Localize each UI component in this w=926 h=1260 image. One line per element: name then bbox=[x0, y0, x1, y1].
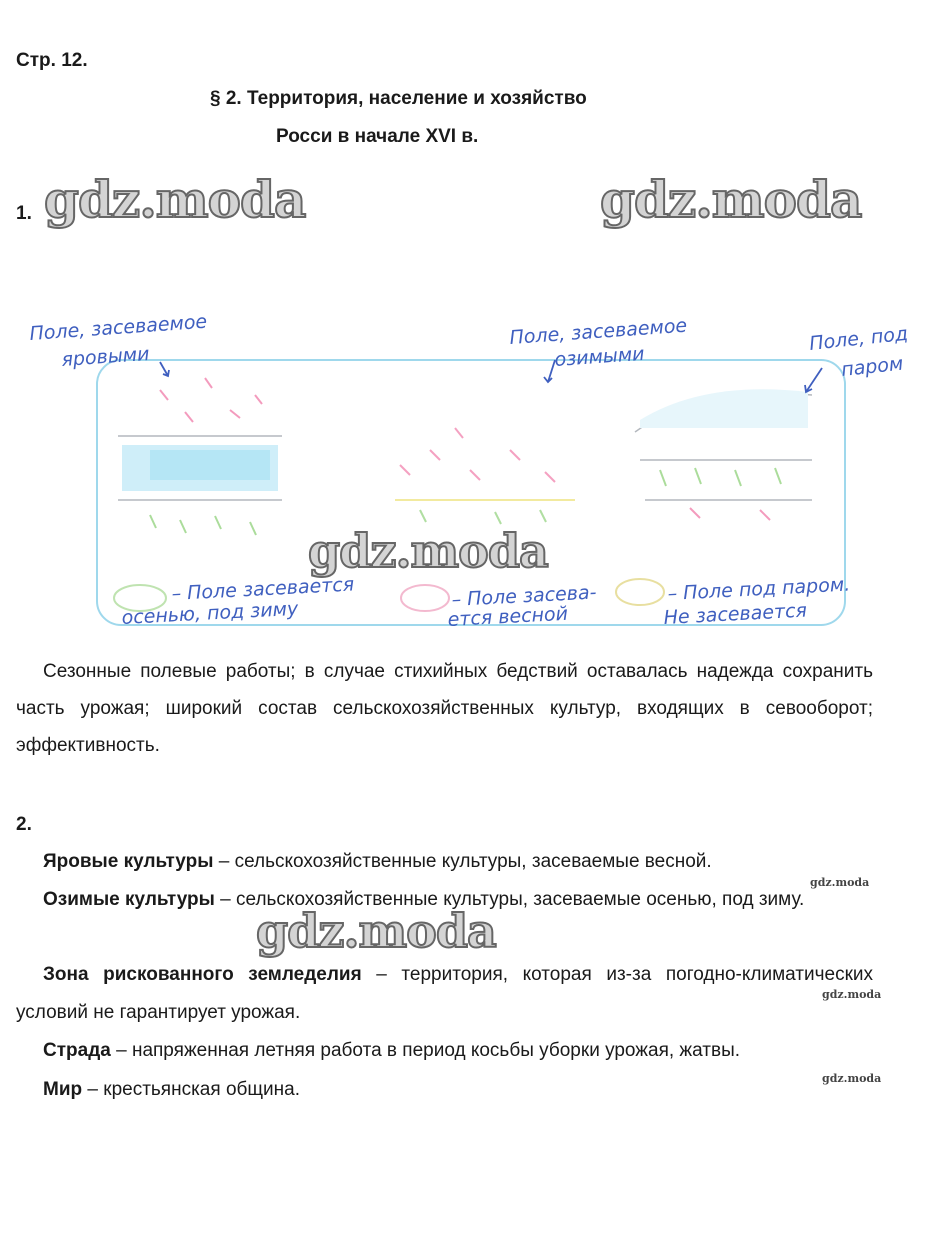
definition-risky-farming-zone: Зона рискованного земледелия – территория, которая из-за погодно-климатических условий не гарантирует урожая. bbox=[16, 964, 874, 1023]
definition-winter-crops: Озимые культуры – сельскохозяйственные культуры, засеваемые осенью, под зиму. bbox=[43, 889, 805, 910]
watermark: gdz.moda bbox=[810, 876, 870, 889]
definition-spring-crops: Яровые культуры – сельскохозяйственные культуры, засеваемые весной. bbox=[43, 851, 712, 872]
legend-text-2-line1: – Поле засева- bbox=[451, 581, 597, 611]
field-winter bbox=[395, 428, 575, 524]
section-title-line1: § 2. Территория, население и хозяйство bbox=[210, 88, 587, 109]
task-2-number: 2. bbox=[16, 814, 32, 835]
legend-text-1-line1: – Поле засевается bbox=[171, 573, 355, 605]
field-fallow bbox=[635, 389, 812, 520]
definition-strada: Страда – напряженная летняя работа в период косьбы уборки урожая, жатвы. bbox=[43, 1040, 741, 1061]
watermark: gdz.moda bbox=[822, 1072, 882, 1085]
page-number: Стр. 12. bbox=[16, 50, 88, 71]
watermark: gdz.moda bbox=[308, 524, 548, 578]
label-spring-field-line2: яровыми bbox=[60, 342, 151, 371]
label-winter-field-line2: озимыми bbox=[553, 342, 646, 371]
legend-mark-3 bbox=[616, 579, 664, 605]
task-1-answer: Сезонные полевые работы; в случае стихийных бедствий оставалась надежда сохранить часть урожая; широкий состав сельскохозяйственных культур, входящих в севооборот; эффективность. bbox=[16, 661, 873, 756]
field-spring bbox=[118, 378, 282, 535]
task-1-number: 1. bbox=[16, 203, 32, 224]
label-fallow-field-line1: Поле, под bbox=[808, 322, 909, 355]
legend-text-3-line1: – Поле под паром. bbox=[667, 573, 851, 605]
label-winter-field-line1: Поле, засеваемое bbox=[508, 314, 688, 349]
watermark: gdz.moda bbox=[822, 988, 882, 1001]
legend-text-1-line2: осенью, под зиму bbox=[121, 597, 299, 629]
label-fallow-field-line2: паром bbox=[840, 352, 905, 381]
section-title-line2: Росси в начале XVI в. bbox=[276, 126, 479, 147]
definition-mir: Мир – крестьянская община. bbox=[43, 1079, 300, 1100]
label-spring-field-line1: Поле, засеваемое bbox=[28, 310, 208, 345]
watermark: gdz.moda bbox=[256, 904, 496, 958]
legend-text-2-line2: ется весной bbox=[447, 602, 569, 631]
legend-mark-2 bbox=[401, 585, 449, 611]
legend-text-3-line2: Не засевается bbox=[663, 599, 808, 629]
crop-rotation-diagram bbox=[0, 300, 926, 645]
watermark: gdz.moda bbox=[600, 170, 862, 229]
watermark: gdz.moda bbox=[44, 170, 306, 229]
